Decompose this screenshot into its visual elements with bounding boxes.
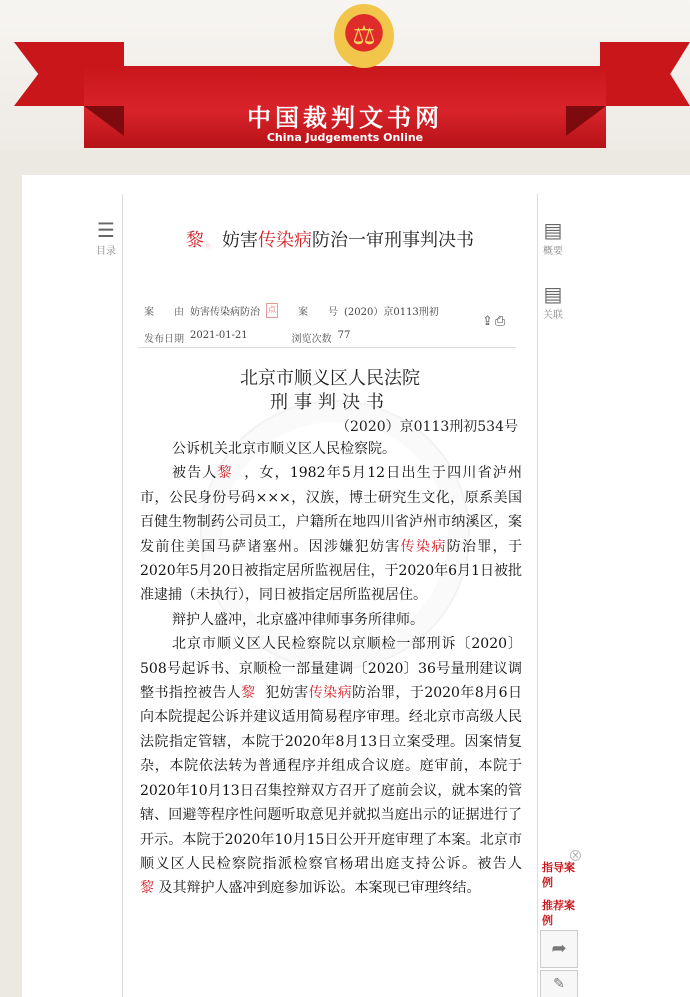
doc-type: 刑事判决书 [270, 392, 390, 413]
date-value: 2021-01-21 [190, 330, 248, 341]
case-number: （2020）京0113刑初534号 [336, 419, 518, 435]
list-icon: ☰ [97, 218, 115, 242]
document-icon: ▤ [543, 218, 563, 242]
guide-cases-link[interactable]: 指导案例 [542, 861, 575, 889]
ribbon-right [600, 42, 690, 106]
download-icon[interactable]: ⇪ [482, 314, 495, 329]
document-body [140, 437, 522, 901]
document-icon: ▤ [543, 282, 563, 306]
site-header [0, 0, 690, 150]
related-button[interactable] [538, 282, 568, 321]
summary-button[interactable] [538, 218, 568, 257]
related-label: 关联 [543, 310, 563, 321]
site-title[interactable]: 中国裁判文书网 [247, 104, 443, 132]
meta-row-date: 发布日期 2021-01-21 浏览次数 77 [144, 330, 351, 345]
close-icon[interactable]: × [571, 851, 580, 861]
meta-row-cause: 案 由 妨害传染病防治 点 案 号 (2020）京0113刑初 [144, 305, 439, 318]
toc-button[interactable] [92, 218, 120, 257]
site-subtitle: China Judgements Online [266, 131, 424, 144]
court-name: 北京市顺义区人民法院 [240, 368, 420, 389]
summary-label: 概要 [543, 246, 563, 257]
pencil-icon[interactable]: ✎ [540, 970, 578, 997]
paragraph: 辩护人盛冲，北京盛冲律师事务所律师。 [172, 611, 424, 628]
cause-value: 妨害传染病防治 [190, 307, 260, 318]
toc-label: 目录 [96, 246, 116, 257]
share-icon[interactable]: ➦ [540, 930, 578, 968]
views-value: 77 [337, 330, 351, 341]
document-title: 黎、妨害传染病防治一审刑事判决书 [186, 230, 474, 251]
cause-box: 点 [266, 303, 278, 318]
recommend-cases-link[interactable]: 推荐案例 [542, 899, 575, 927]
print-icon[interactable]: ⎙ [494, 314, 508, 329]
paragraph: 北京市顺义区人民检察院以京顺检一部刑诉〔2020〕508号起诉书、京顺检一部量建调〔2020〕36号量刑建议调整书指控被告人黎 犯妨害传染病防治罪，于2020年8月6日向本院提起公诉并建议适用简易程序审理。经北京市高级人民法院指定管辖，本院于2020年8月13日立案受理。因案情复杂，本院依法转为普通程序并组成合议庭。庭审前，本院于2020年10月13日召集控辩双方召开了庭前会议，就本案的管辖、回避等程序性问题听取意见并就拟当庭出示的证据进行了开示。本院于2020年10月15日公开开庭审理了本案。北京市顺义区人民检察院指派检察官杨珺出庭支持公诉。被告人黎 及其辩护人盛冲到庭参加诉讼。本案现已审理终结。 [140, 636, 522, 897]
court-emblem-icon: ⚖ [334, 4, 394, 68]
paragraph: 被告人黎 ，女，1982年5月12日出生于四川省泸州市，公民身份号码×××，汉族，博士研究生文化，原系美国百健生物制药公司员工，户籍所在地四川省泸州市纳溪区，案发前住美国马萨诸塞州。因涉嫌犯妨害传染病防治罪，于2020年5月20日被指定居所监视居住，于2020年6月1日被批准逮捕（未执行），同日被指定居所监视居住。 [140, 465, 523, 604]
caseno-value: (2020）京0113刑初 [344, 307, 439, 318]
paragraph: 公诉机关北京市顺义区人民检察院。 [172, 441, 396, 457]
